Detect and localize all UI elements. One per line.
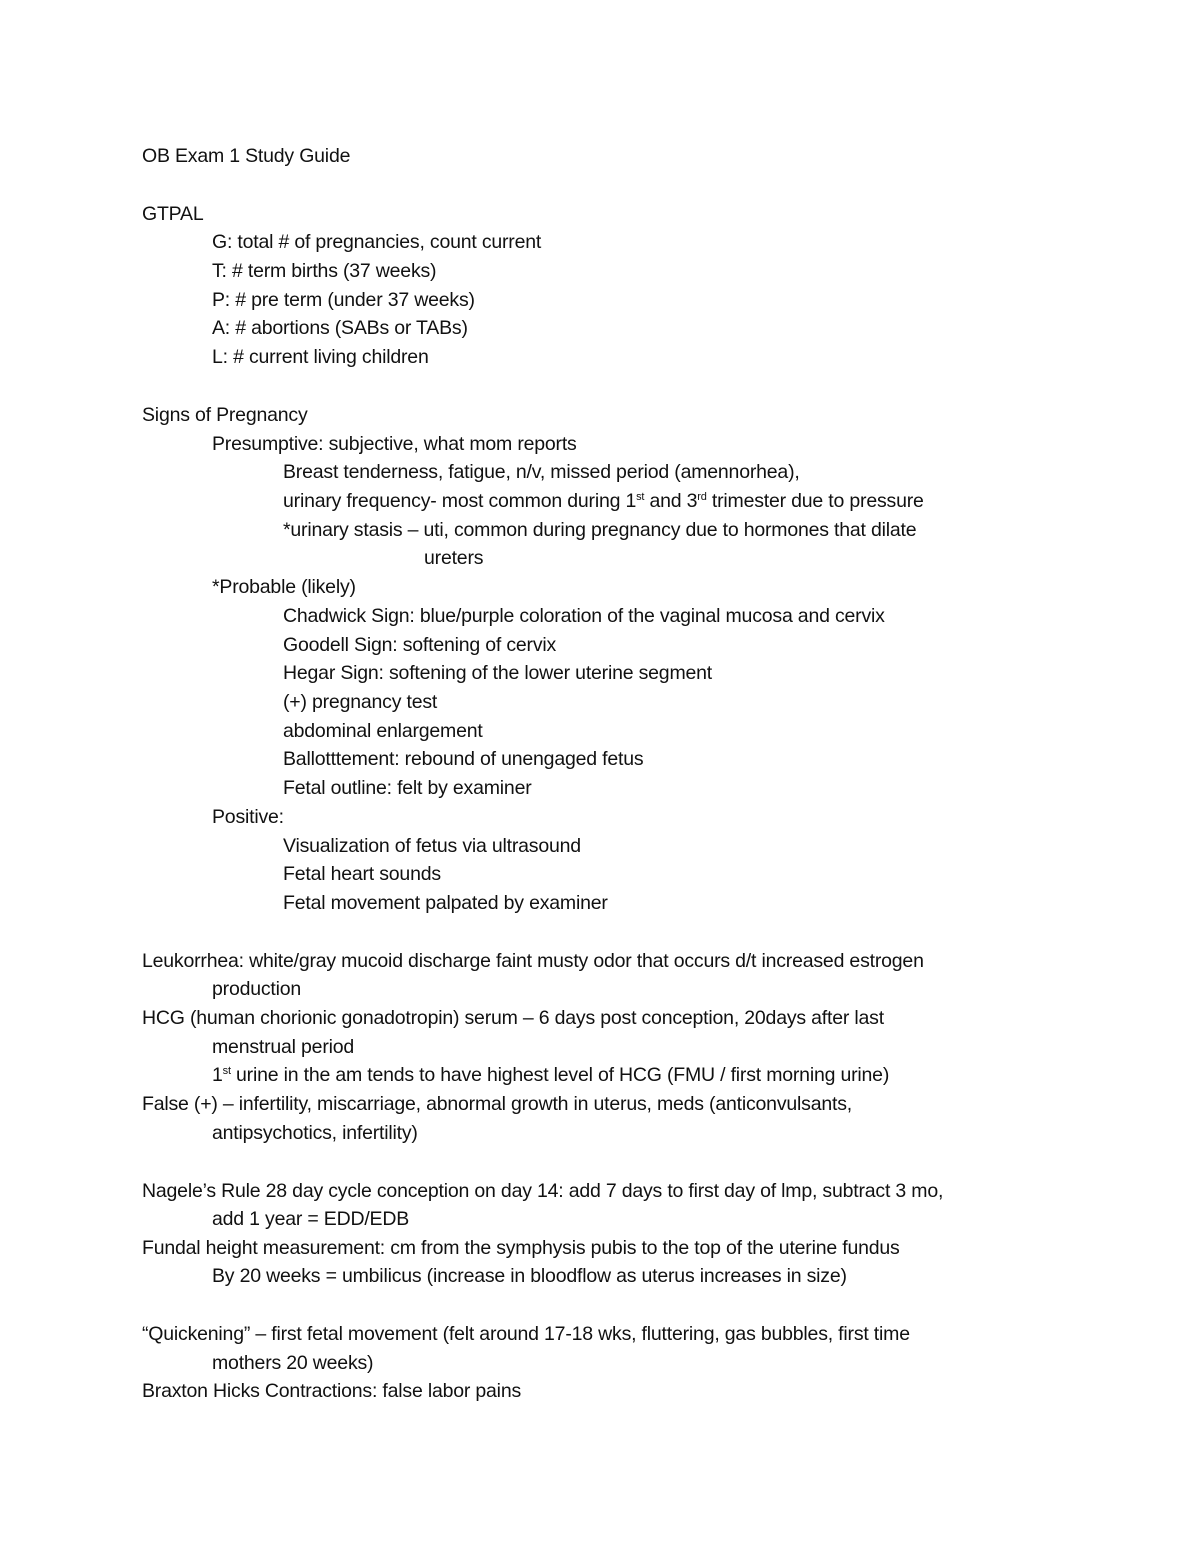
presumptive-line-1: Breast tenderness, fatigue, n/v, missed period (amennorhea), — [283, 461, 800, 483]
presumptive-line-2-c: trimester due to pressure — [706, 490, 924, 512]
gtpal-a: A: # abortions (SABs or TABs) — [212, 317, 468, 339]
nagele-line-2: add 1 year = EDD/EDB — [212, 1208, 410, 1230]
gtpal-l: L: # current living children — [212, 346, 429, 368]
probable-item: abdominal enlargement — [283, 720, 483, 742]
positive-item: Fetal movement palpated by examiner — [283, 892, 608, 914]
false-positive-line-2: antipsychotics, infertility) — [212, 1122, 418, 1144]
probable-item: Goodell Sign: softening of cervix — [283, 634, 557, 656]
fundal-line-2: By 20 weeks = umbilicus (increase in bloodflow as uterus increases in size) — [212, 1265, 847, 1287]
gtpal-g: G: total # of pregnancies, count current — [212, 231, 542, 253]
leukorrhea-line-1: Leukorrhea: white/gray mucoid discharge faint musty odor that occurs d/t increased estrogen — [142, 950, 924, 972]
hcg-line-3 — [212, 1063, 889, 1087]
presumptive-line-2 — [283, 489, 924, 513]
presumptive-line-2-a: urinary frequency- most common during 1 — [283, 490, 637, 512]
gtpal-heading: GTPAL — [142, 203, 204, 225]
superscript-rd: rd — [697, 491, 707, 503]
nagele-line-1: Nagele’s Rule 28 day cycle conception on day 14: add 7 days to first day of lmp, subtract 3 mo, — [142, 1180, 944, 1202]
probable-item: Ballotttement: rebound of unengaged fetus — [283, 748, 644, 770]
presumptive-line-3: *urinary stasis – uti, common during pregnancy due to hormones that dilate — [283, 519, 917, 541]
probable-item: (+) pregnancy test — [283, 691, 438, 713]
probable-item: Chadwick Sign: blue/purple coloration of the vaginal mucosa and cervix — [283, 605, 885, 627]
superscript-st: st — [636, 491, 645, 503]
probable-item: Fetal outline: felt by examiner — [283, 777, 532, 799]
gtpal-t: T: # term births (37 weeks) — [212, 260, 437, 282]
superscript-st: st — [222, 1065, 231, 1077]
signs-heading: Signs of Pregnancy — [142, 404, 308, 426]
false-positive-line-1: False (+) – infertility, miscarriage, abnormal growth in uterus, meds (anticonvulsants, — [142, 1093, 852, 1115]
hcg-line-3-a: 1 — [212, 1064, 223, 1086]
leukorrhea-line-2: production — [212, 978, 302, 1000]
quickening-line-2: mothers 20 weeks) — [212, 1352, 374, 1374]
hcg-line-3-b: urine in the am tends to have highest level of HCG (FMU / first morning urine) — [230, 1064, 890, 1086]
probable-heading: *Probable (likely) — [212, 576, 356, 598]
positive-item: Fetal heart sounds — [283, 863, 441, 885]
presumptive-line-2-b: and 3 — [644, 490, 698, 512]
presumptive-line-3-cont: ureters — [424, 547, 484, 569]
positive-heading: Positive: — [212, 806, 284, 828]
quickening-line-1: “Quickening” – first fetal movement (felt around 17-18 wks, fluttering, gas bubbles, first time — [142, 1323, 910, 1345]
probable-item: Hegar Sign: softening of the lower uterine segment — [283, 662, 713, 684]
hcg-line-1: HCG (human chorionic gonadotropin) serum – 6 days post conception, 20days after last — [142, 1007, 884, 1029]
page-title: OB Exam 1 Study Guide — [142, 145, 351, 167]
braxton-hicks-line: Braxton Hicks Contractions: false labor pains — [142, 1380, 522, 1402]
hcg-line-2: menstrual period — [212, 1036, 355, 1058]
fundal-line-1: Fundal height measurement: cm from the symphysis pubis to the top of the uterine fundus — [142, 1237, 900, 1259]
positive-item: Visualization of fetus via ultrasound — [283, 835, 581, 857]
presumptive-heading: Presumptive: subjective, what mom reports — [212, 433, 577, 455]
gtpal-p: P: # pre term (under 37 weeks) — [212, 289, 475, 311]
